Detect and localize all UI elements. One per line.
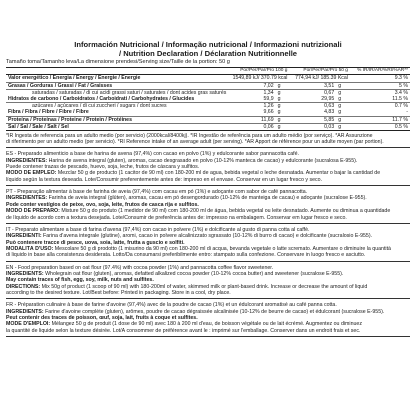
section-text: Puede contener trazas de pescado, huevo, soja, leche, frutos de cáscara y sulfitos. [6,164,200,171]
value-per-serving: 0,03 [289,123,336,130]
nutrient-label: Hidratos de carbono / Carboidratos / Carboidrati / Carbohydrates / Glucides [6,96,228,103]
section-label: May contain traces of fish, egg, soy, milk, nuts and sulfites. [6,277,154,284]
footnote-line2: di riferimento per un adulto medio (per servicio). *RI Reference intake of an average adult (per serving). *AR Apport de référence pour un adulte moyen (par portion). [6,139,384,146]
unit-per-100g: g [277,89,281,96]
language-blocks [6,148,410,337]
block-line [6,290,410,296]
section-label: INGRÉDIENTS: [6,308,44,315]
language-block-fr [6,299,410,337]
nutrition-table [6,67,410,131]
nutrition-title-line1: Información Nutricional / Informação nutricional / Informazioni nutrizionali [74,40,342,49]
nutrient-label: Sal / Sal / Sale / Salt / Sel [6,123,228,130]
header-label-cell [6,68,228,75]
section-label: INGREDIENTI: [6,233,42,240]
section-label: MODE D'EMPLOI: [6,321,51,328]
unit-per-100g: g [276,123,290,130]
section-label: Pode conter vestígios de peixe, ovo, soja, leite, frutos de casca rija e sulfitos. [6,201,199,208]
nutrition-table-header [6,68,410,75]
value-per-serving: 29,95 [289,96,336,103]
product-description: IT - Preparato alimentare a base di farina d'avena (97,4%) con cacao in polvere (1%) e dolcificante al gusto di panna cotta al caffè. [6,226,310,233]
reference-intake-percent: 5 % [350,82,410,89]
section-text: Farinha de aveia integral (glúten), aromas, cacau em pó desengordurado (10-12% de manteiga de cacau) e adoçante (sucralose E-955). [47,195,367,202]
section-text: Farine d'avoine complète (gluten), arômes, poudre de cacao dégraissée alcalinisée (10-12% de beurre de cacao) et édulcorant (sucralose E-955). [43,308,385,315]
unit-per-serving: g [336,96,350,103]
product-description: FR - Préparation culinaire à base de farine d'avoine (97,4%) avec de la poudre de cacao (1%) et un édulcorant aromatisé au café panna cotta. [6,302,337,309]
header-reference-intake: % IR/IR/AR/%RI/%AR** [350,68,410,75]
unit-per-serving: g [336,82,350,89]
block-line [6,252,410,258]
value-per-serving: 4,83 [289,109,336,116]
section-text: according to the desired texture. Lot/Best before: Printed in packaging. Store in a cool, dry place. [6,289,231,296]
product-description: ES - Preparado alimenticio a base de harina de avena (97,4%) con cacao en polvo (1%) y edulcorante sabor pannacotta café. [6,151,300,158]
nutrient-label: Valor energético / Energia / Energy / Energie / Énergie [6,75,228,82]
section-text: líquido según la textura deseada. Lote/Consumir preferentemente antes de: impreso en el envase. Conservar en un lugar fresco y seco. [6,176,323,183]
section-text: de líquido de acordo com a textura desejada. Lote/Consumir de preferência antes de: impresso na embalagem. Conservar em lugar fresco e seco. [6,214,347,221]
language-block-en [6,262,410,300]
block-line [6,328,410,334]
nutrient-label: azúcares / açúcares / di cui zuccheri / sugars / dont sucres [32,103,167,110]
unit-per-serving: g [336,123,350,130]
unit-per-100g: g [276,116,290,123]
value-per-100g: 9,66 [228,109,275,116]
value-per-100g: 1,34 [263,89,274,96]
section-text: Harina de avena integral (gluten), aromas, cacao desgrasado en polvo (10-12% manteca de cacao) y edulcorante (sucralosa E-955). [47,157,358,164]
value-per-serving: 3,51 [289,82,336,89]
nutrition-row [6,116,410,123]
nutrition-row [6,89,410,96]
block-line [6,215,410,221]
nutrition-row [6,96,410,103]
product-description: EN - Food preparation based on oat flour (97.4%) with cocoa powder (1%) and pannacotta coffee flavor sweetener. [6,264,274,271]
section-label: INGREDIENTES: [6,157,48,164]
value-per-100g: 1,26 [263,103,274,110]
value-per-serving: 0,67 [324,89,335,96]
section-text: Farina d'avena integrale (glutine), aromi, cacao in polvere alcalinizzato sgrassato (10-12% di burro di cacao) e dolcificante (sucralosio E-955). [41,233,373,240]
reference-intake-footnote [6,133,410,148]
header-per-serving: Por/Per/Par/Pro 50 g [289,68,350,75]
reference-intake-percent: - [350,109,410,116]
nutrition-row [6,109,410,116]
value-per-serving: 774,94 kJ/ 185.39 Kcal [289,75,350,82]
value-per-100g: 0,06 [228,123,275,130]
section-text: Wholegrain oat flour (gluten), aromas, defatted alkalized cocoa powder (10-12% cocoa butter) and sweetener (sucralose E-955). [43,270,344,277]
nutrient-label: Grasas / Gorduras / Grassi / Fat / Graisses [6,82,228,89]
nutrition-row [6,123,410,130]
unit-per-serving: g [338,89,342,96]
nutrient-label: saturadas / saturadas / di cui acidi grassi saturi / saturates / dont acides gras saturés [32,89,227,96]
value-per-100g: 59,9 [228,96,275,103]
reference-intake-percent: 3.4 % [394,89,408,96]
block-line [6,177,410,183]
unit-per-serving: g [336,109,350,116]
language-block-pt [6,186,410,224]
reference-intake-percent: 0.7 % [394,103,408,110]
reference-intake-percent: 9.3 % [350,75,410,82]
value-per-100g: 11,69 [228,116,275,123]
nutrition-title-line2: / Nutrition Declaration / Déclaration Nutritionnelle [118,48,298,58]
nutrient-label: Fibra / Fibra / Fibre / Fibre / Fibre [6,109,228,116]
reference-intake-percent: 0.5 % [350,123,410,130]
value-per-serving: 0,63 [324,103,335,110]
unit-per-100g: g [277,103,281,110]
section-text: Mescolare 50 g di prodotto (1 misurino da 90 ml) con 180-200 ml di acqua, bevanda vegetale o latte scremato. Aumentare o diminuire la quantità [53,245,391,252]
section-text: Mezclar 50 g de producto (1 cacitor de 90 ml) con 180-200 ml de agua, bebida vegetal o leche desnatada. Aumentar o bajar la cantidad de [56,170,381,177]
nutrient-label: Proteína / Proteínas / Proteine / Protein / Protéines [6,116,228,123]
unit-per-serving: g [338,103,342,110]
section-label: Peut contenir des traces de poisson, œuf, soja, lait, fruits à coque et sulfites. [6,314,198,321]
section-text: Mélangez 50 g de produit (1 dose de 90 ml) avec 180 à 200 ml d'eau, de boisson végétale ou de lait écrémé. Augmentez ou diminuez [50,321,362,328]
product-description: PT - Preparação alimentar à base de farinha de aveia (97,4%) com cacau em pó (1%) e adoçante com sabor de café pannacotta. [6,189,308,196]
footnote-line1: *IR Ingesta de referencia para un adulto medio (por servicio) (2000kcal/8400kj). *IR Ingestão de referência para um adulto médio (por serviço). *AR Assunzione [6,133,373,140]
section-label: DIRECTIONS: [6,283,41,290]
nutrition-row [6,82,410,89]
value-per-100g: 1549,89 kJ/ 370.79 kcal [228,75,289,82]
section-text: Misture 50 g do produto (1 medidor de 90 ml) com 180-200 ml de água, bebida vegetal ou leite desnatado. Aumente ou diminua a quantidade [59,208,391,215]
section-text: Mix 50g of product (1 scoop of 90 ml) with 180-200ml of water, skimmed milk or plant-based drink. Increase or decrease the amount of liquid [40,283,368,290]
header-per-100g: Por/Per/Par/Pro 100 g [228,68,289,75]
section-text: di liquido in base alla consistenza desiderata. Lotto/Da consumarsi preferibilmente entro: stampato sulla confezione. Conservare in luogo fresco e asciutto. [6,252,366,259]
language-block-it [6,224,410,262]
section-label: MODALITÀ D'USO: [6,245,54,252]
reference-intake-percent: 11.7 % [350,116,410,123]
label-document [6,0,410,337]
section-label: MODO DE EMPLEO: [6,170,57,177]
section-label: Può contenere tracce di pesce, uova, soia, latte, frutta a guscio e solfiti. [6,239,185,246]
section-label: INGREDIENTS: [6,270,44,277]
serving-size: Tamaño toma/Tamanho leva/La dimensione prendesi/Serving size/Taille de la portion: 50 g [6,59,230,66]
section-label: INGREDIENTES: [6,195,48,202]
value-per-100g: 7,02 [228,82,275,89]
nutrition-title [6,41,410,58]
language-block-es [6,148,410,186]
unit-per-serving: g [336,116,350,123]
reference-intake-percent: 11.5 % [350,96,410,103]
section-label: MODO DE PREPARO: [6,208,60,215]
value-per-serving: 5,85 [289,116,336,123]
nutrition-row [6,75,410,82]
unit-per-100g: g [276,82,290,89]
nutrition-row [6,103,410,110]
unit-per-100g: g [276,109,290,116]
unit-per-100g: g [276,96,290,103]
section-text: la quantité de liquide selon la texture désirée. Lot/À consommer de préférence avant le : imprimé sur l'emballage. Conserver dans un endroit frais et sec. [6,327,361,334]
